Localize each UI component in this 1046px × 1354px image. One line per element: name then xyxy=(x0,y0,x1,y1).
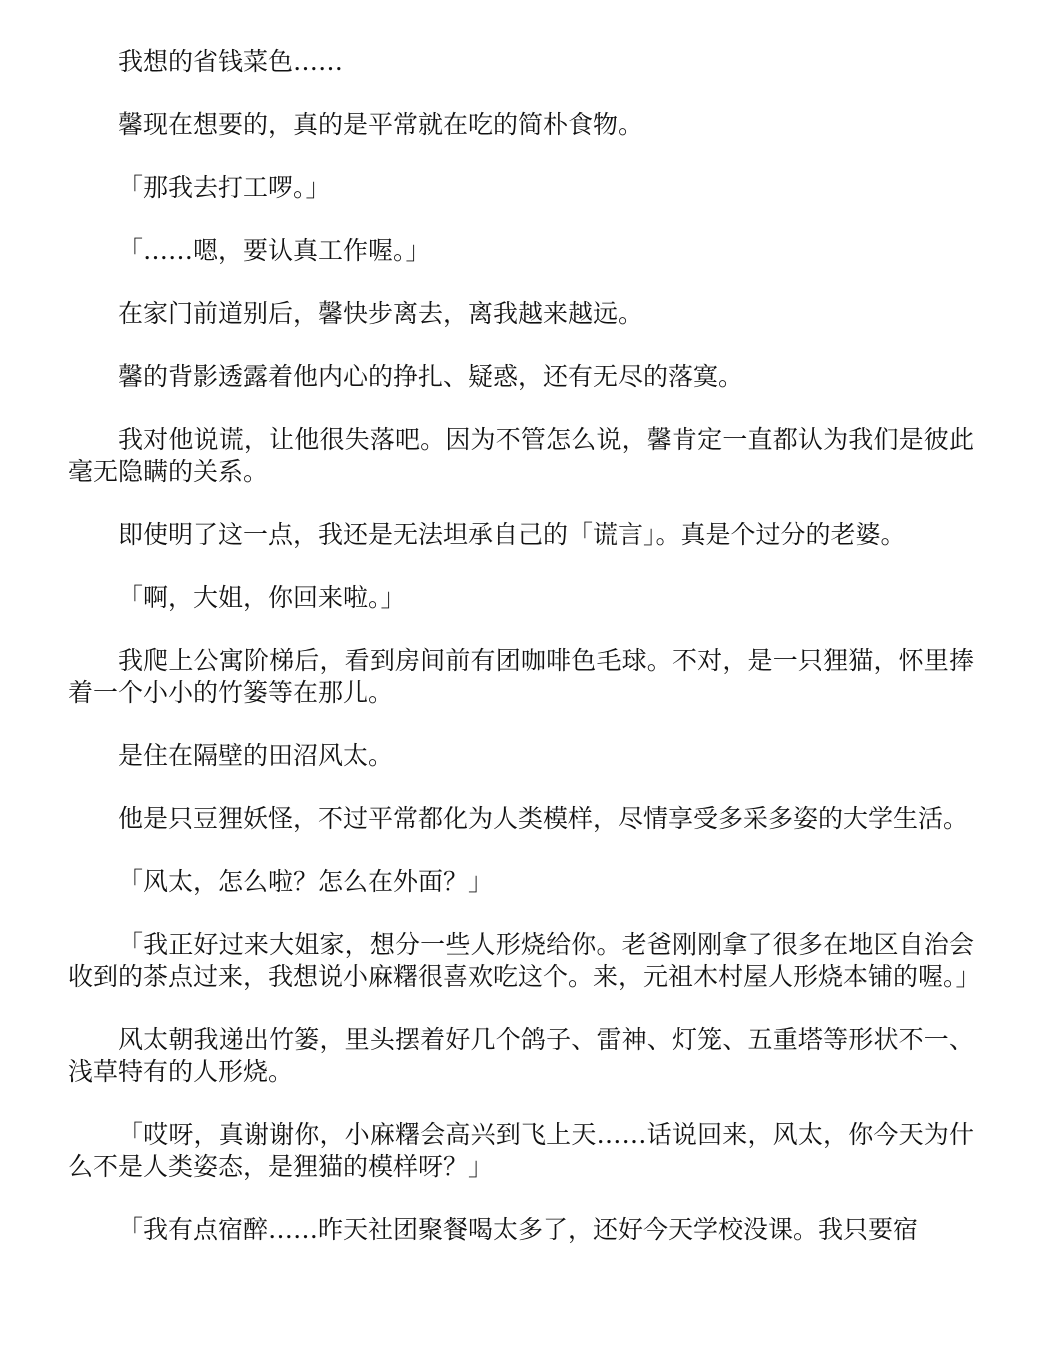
paragraph: 我爬上公寓阶梯后，看到房间前有团咖啡色毛球。不对，是一只狸猫，怀里捧着一个小小的竹篓等在那儿。 xyxy=(68,646,974,707)
paragraph: 是住在隔壁的田沼风太。 xyxy=(118,741,394,770)
paragraph: 在家门前道别后，馨快步离去，离我越来越远。 xyxy=(118,299,644,328)
paragraph: 他是只豆狸妖怪，不过平常都化为人类模样，尽情享受多采多姿的大学生活。 xyxy=(118,804,969,833)
paragraph: 我想的省钱菜色…… xyxy=(118,47,344,76)
paragraph: 馨现在想要的，真的是平常就在吃的简朴食物。 xyxy=(118,110,644,139)
paragraph: 「我正好过来大姐家，想分一些人形烧给你。老爸刚刚拿了很多在地区自治会收到的茶点过来，我想说小麻糬很喜欢吃这个。来，元祖木村屋人形烧本铺的喔。」 xyxy=(68,930,981,991)
paragraph: 风太朝我递出竹篓，里头摆着好几个鸽子、雷神、灯笼、五重塔等形状不一、浅草特有的人形烧。 xyxy=(68,1025,974,1086)
paragraph: 「我有点宿醉……昨天社团聚餐喝太多了，还好今天学校没课。我只要宿 xyxy=(118,1215,919,1244)
paragraph: 「风太，怎么啦？怎么在外面？」 xyxy=(118,867,494,896)
paragraph: 即使明了这一点，我还是无法坦承自己的「谎言」。真是个过分的老婆。 xyxy=(118,520,906,549)
paragraph: 馨的背影透露着他内心的挣扎、疑惑，还有无尽的落寞。 xyxy=(118,362,744,391)
paragraph: 「……嗯，要认真工作喔。」 xyxy=(118,236,431,265)
paragraph: 「哎呀，真谢谢你，小麻糬会高兴到飞上天……话说回来，风太，你今天为什么不是人类姿态，是狸猫的模样呀？」 xyxy=(68,1120,974,1181)
paragraph: 「啊，大姐，你回来啦。」 xyxy=(118,583,406,612)
paragraph: 我对他说谎，让他很失落吧。因为不管怎么说，馨肯定一直都认为我们是彼此毫无隐瞒的关系。 xyxy=(68,425,974,486)
paragraph: 「那我去打工啰。」 xyxy=(118,173,331,202)
